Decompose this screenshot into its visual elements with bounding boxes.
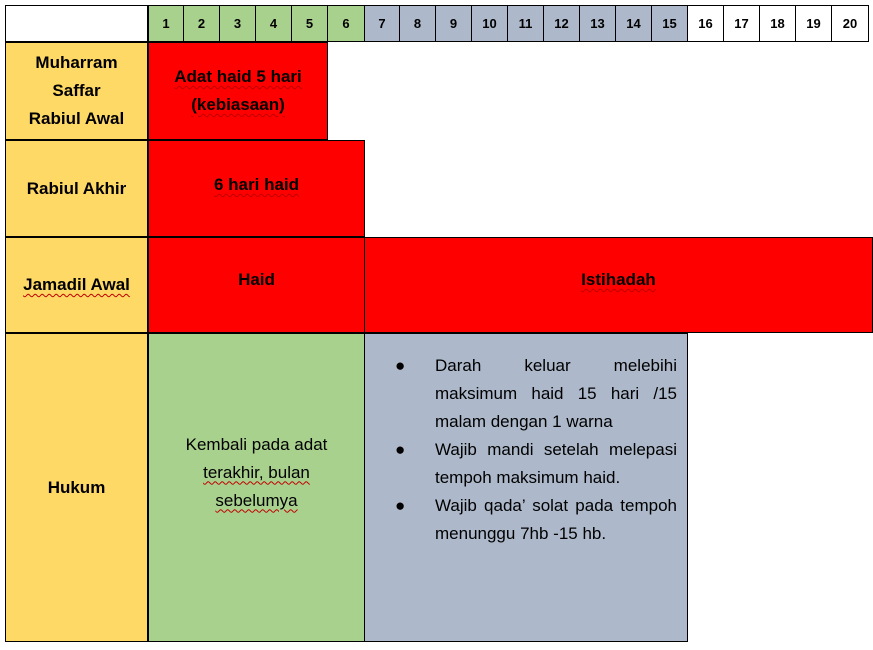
green-text-line: Kembali pada adat: [185, 434, 328, 454]
bar-text: Istihadah: [581, 270, 656, 289]
day-header-7: 7: [364, 5, 400, 42]
green-text-line: sebelumya: [215, 490, 298, 510]
day-header-8: 8: [399, 5, 436, 42]
haid-bar-6-days: [148, 140, 365, 237]
list-item: [395, 492, 677, 548]
list-item: [395, 436, 677, 492]
day-header-18: 18: [759, 5, 796, 42]
day-header-1: 1: [148, 5, 184, 42]
bullet-icon: ●: [395, 440, 406, 459]
day-header-2: 2: [183, 5, 220, 42]
bar-text-line: Adat haid 5 hari: [174, 67, 302, 86]
hukum-green-box: [148, 333, 365, 642]
day-header-10: 10: [471, 5, 508, 42]
label-line: Saffar: [52, 81, 101, 100]
bullet-icon: ●: [395, 356, 406, 375]
istihadah-bar: [364, 237, 873, 333]
label-text: Hukum: [47, 477, 106, 497]
day-header-17: 17: [723, 5, 760, 42]
day-header-3: 3: [219, 5, 256, 42]
day-header-13: 13: [579, 5, 616, 42]
day-header-15: 15: [651, 5, 688, 42]
bar-text-line: (kebiasaan): [191, 95, 285, 114]
label-text: Jamadil Awal: [23, 275, 130, 294]
label-text: Rabiul Akhir: [26, 178, 127, 198]
row-label-hukum: [5, 333, 148, 642]
haid-bar-5-days: [148, 42, 328, 140]
list-item: [395, 352, 677, 436]
bullet-text: Wajib mandi setelah melepasi tempoh maksimum haid.: [435, 440, 677, 487]
day-header-4: 4: [255, 5, 292, 42]
day-header-16: 16: [687, 5, 724, 42]
label-line: Rabiul Awal: [28, 109, 125, 128]
day-header-5: 5: [291, 5, 328, 42]
day-header-12: 12: [543, 5, 580, 42]
bullet-text: Wajib qada’ solat pada tempoh menunggu 7hb -15 hb.: [435, 496, 677, 543]
header-corner: [5, 5, 148, 42]
day-header-9: 9: [435, 5, 472, 42]
day-header-19: 19: [795, 5, 832, 42]
bullet-icon: ●: [395, 496, 406, 515]
row-label-jamadil-awal: [5, 237, 148, 333]
bullet-text: Darah keluar melebihi maksimum haid 15 hari /15 malam dengan 1 warna: [435, 356, 677, 431]
label-line: Muharram: [35, 53, 118, 72]
hukum-blue-box: [364, 333, 688, 642]
bar-text: 6 hari haid: [213, 175, 300, 194]
day-header-20: 20: [831, 5, 869, 42]
hukum-bullet-list: [365, 334, 687, 548]
row-label-rabiul-akhir: [5, 140, 148, 237]
green-text-line: terakhir, bulan: [203, 462, 310, 482]
day-header-6: 6: [327, 5, 365, 42]
row-label-muharram-saffar-rabiul-awal: [5, 42, 148, 140]
bar-text: Haid: [238, 270, 275, 289]
day-header-14: 14: [615, 5, 652, 42]
haid-bar: [148, 237, 365, 333]
day-header-11: 11: [507, 5, 544, 42]
